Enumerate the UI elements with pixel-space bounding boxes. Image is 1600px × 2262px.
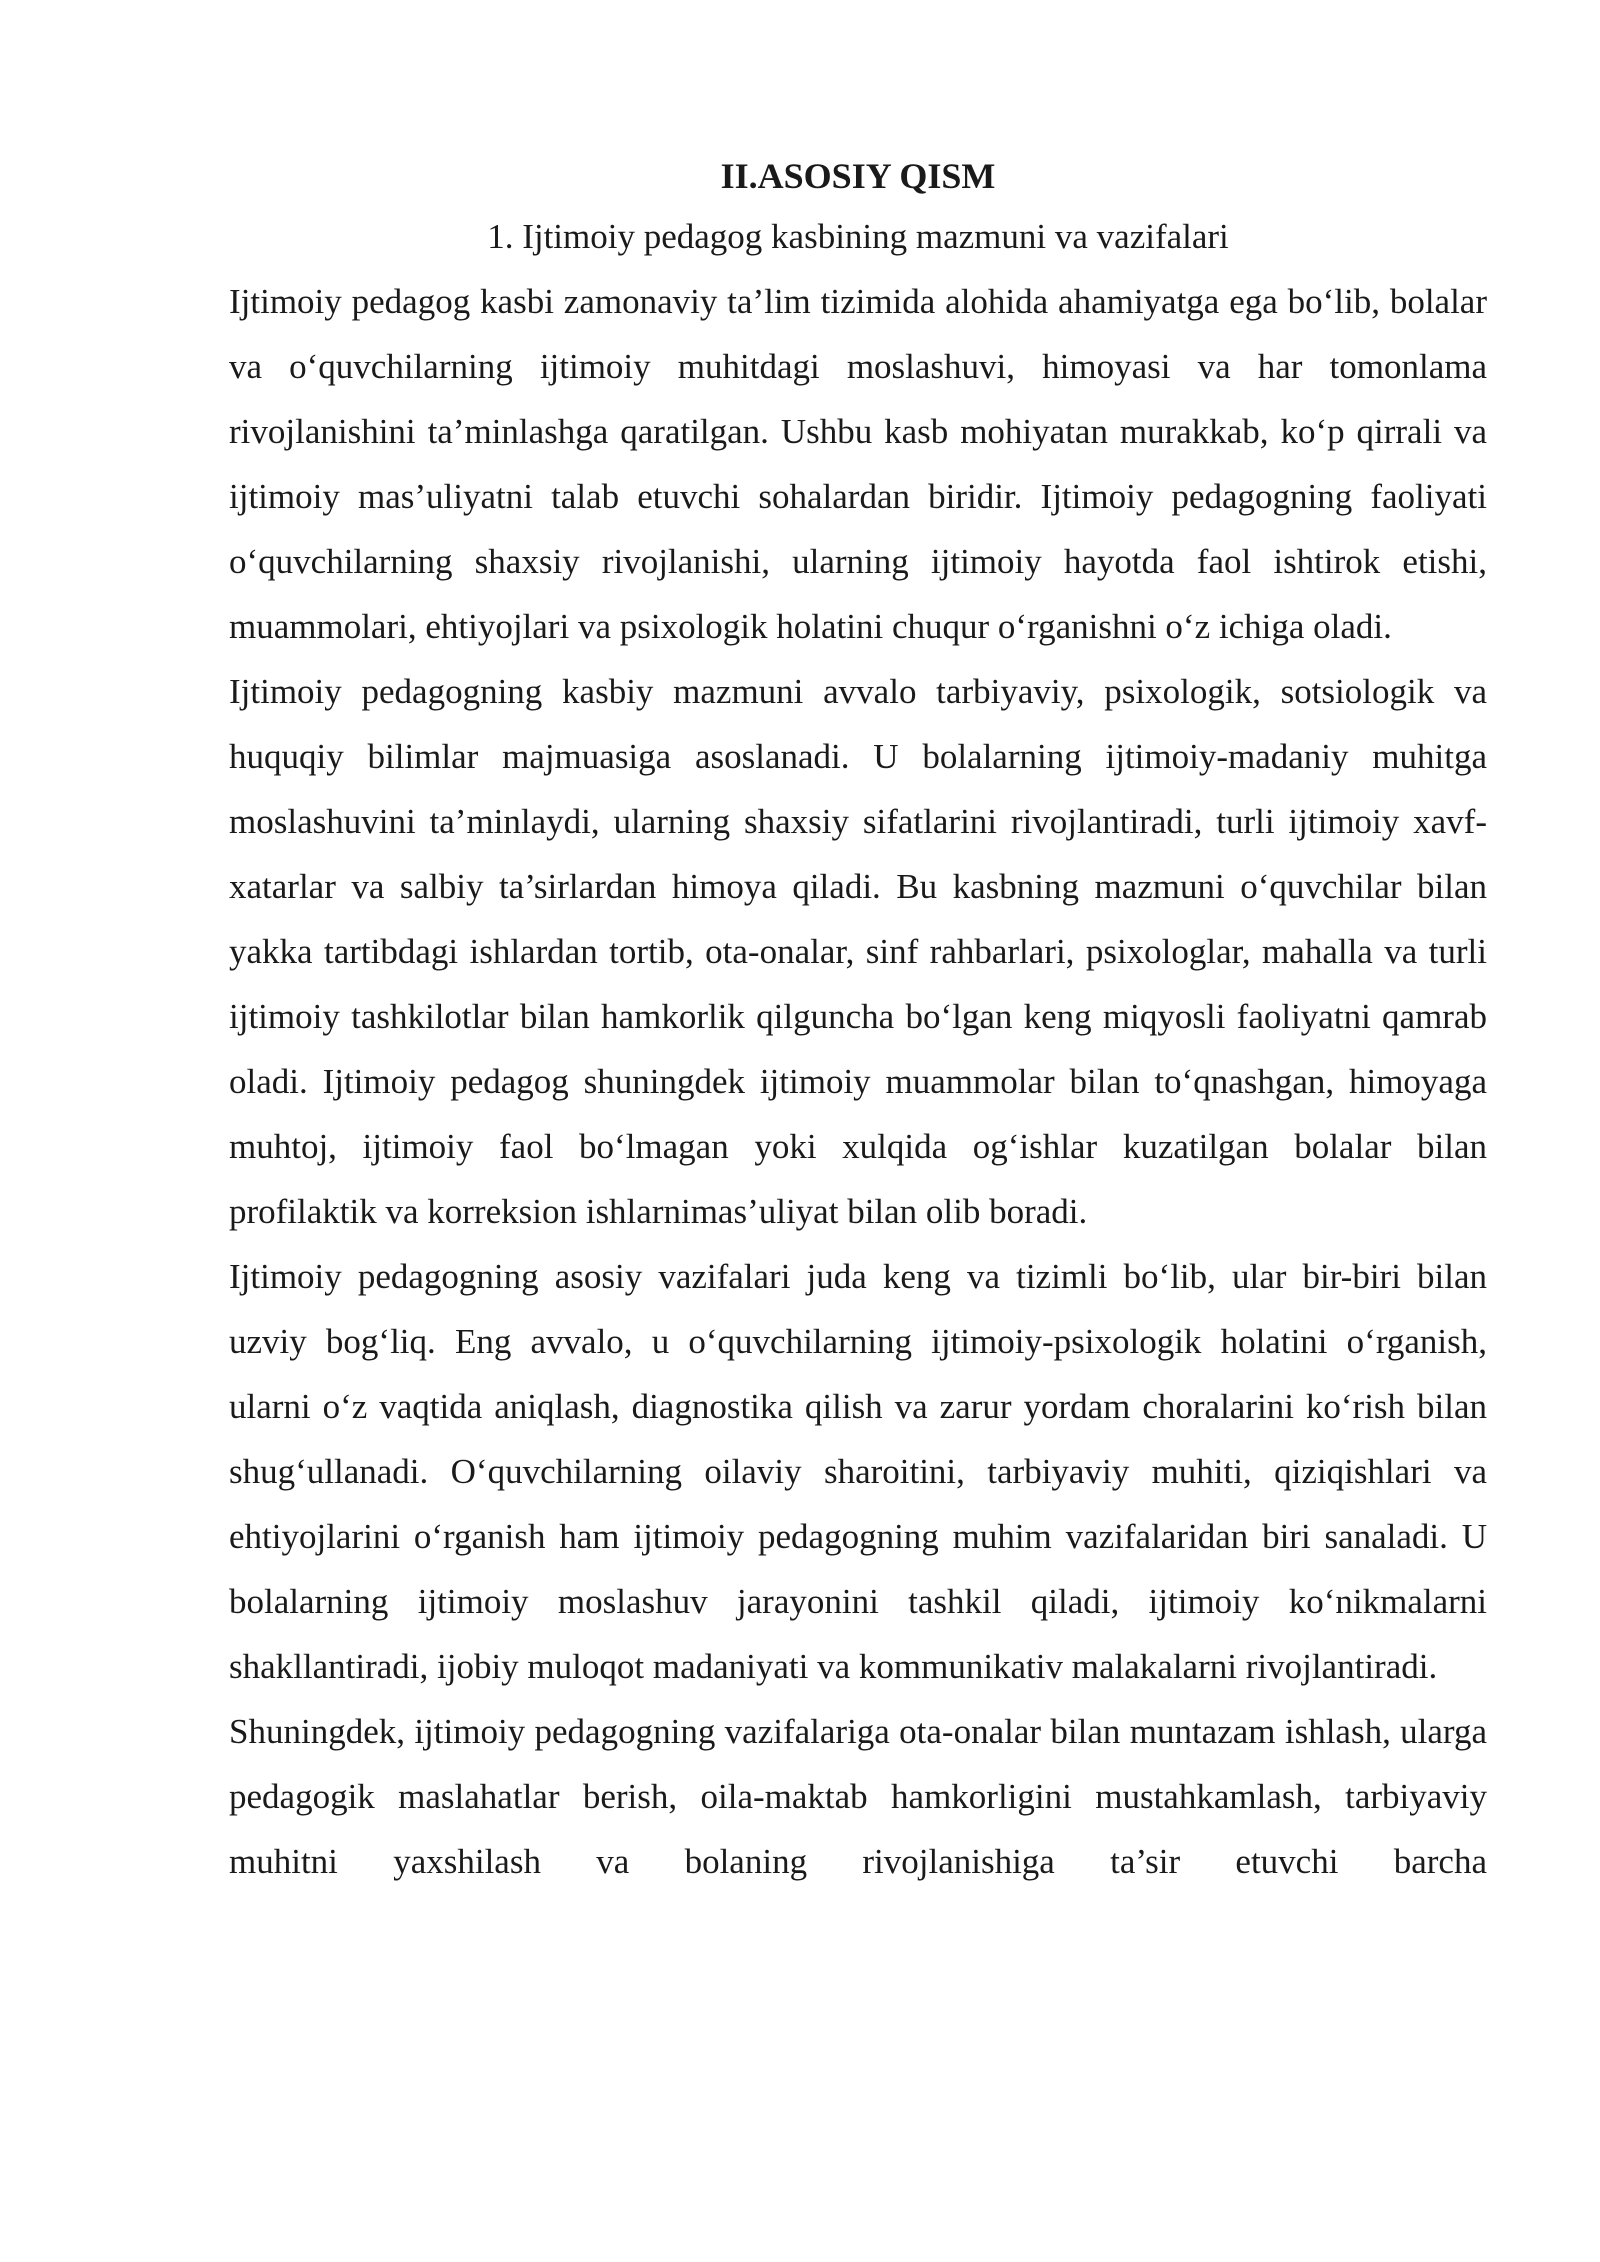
subsection-heading: 1. Ijtimoiy pedagog kasbining mazmuni va vazifalari [487, 217, 1229, 256]
paragraph-3: Ijtimoiy pedagogning asosiy vazifalari juda keng va tizimli bo‘lib, ular bir-biri bilan uzviy bog‘liq. Eng avvalo, u o‘quvchilarning ijtimoiy-psixologik holatini o‘rganish, ularni o‘z vaqtida aniqlash, diagnostika qilish va zarur yordam choralarini ko‘rish bilan shug‘ullanadi. O‘quvchilarning oilaviy sharoitini, tarbiyaviy muhiti, qiziqishlari va ehtiyojlarini o‘rganish ham ijtimoiy pedagogning muhim vazifalaridan biri sanaladi. U bolalarning ijtimoiy moslashuv jarayonini tashkil qiladi, ijtimoiy ko‘nikmalarni shakllantiradi, ijobiy muloqot madaniyati va kommunikativ malakalarni rivojlantiradi. [229, 1257, 1487, 1686]
document-page [229, 148, 1487, 1894]
section-heading: II.ASOSIY QISM [720, 156, 996, 196]
paragraph-2: Ijtimoiy pedagogning kasbiy mazmuni avvalo tarbiyaviy, psixologik, sotsiologik va huquqiy bilimlar majmuasiga asoslanadi. U bolalarning ijtimoiy-madaniy muhitga moslashuvini ta’minlaydi, ularning shaxsiy sifatlarini rivojlantiradi, turli ijtimoiy xavf-xatarlar va salbiy ta’sirlardan himoya qiladi. Bu kasbning mazmuni o‘quvchilar bilan yakka tartibdagi ishlardan tortib, ota-onalar, sinf rahbarlari, psixologlar, mahalla va turli ijtimoiy tashkilotlar bilan hamkorlik qilguncha bo‘lgan keng miqyosli faoliyatni qamrab oladi. Ijtimoiy pedagog shuningdek ijtimoiy muammolar bilan to‘qnashgan, himoyaga muhtoj, ijtimoiy faol bo‘lmagan yoki xulqida og‘ishlar kuzatilgan bolalar bilan profilaktik va korreksion ishlarnimas’uliyat bilan olib boradi. [229, 672, 1487, 1231]
paragraph-1: Ijtimoiy pedagog kasbi zamonaviy ta’lim tizimida alohida ahamiyatga ega bo‘lib, bolalar va o‘quvchilarning ijtimoiy muhitdagi moslashuvi, himoyasi va har tomonlama rivojlanishini ta’minlashga qaratilgan. Ushbu kasb mohiyatan murakkab, ko‘p qirrali va ijtimoiy mas’uliyatni talab etuvchi sohalardan biridir. Ijtimoiy pedagogning faoliyati o‘quvchilarning shaxsiy rivojlanishi, ularning ijtimoiy hayotda faol ishtirok etishi, muammolari, ehtiyojlari va psixologik holatini chuqur o‘rganishni o‘z ichiga oladi. [229, 282, 1487, 646]
paragraph-4: Shuningdek, ijtimoiy pedagogning vazifalariga ota-onalar bilan muntazam ishlash, ularga pedagogik maslahatlar berish, oila-maktab hamkorligini mustahkamlash, tarbiyaviy muhitni yaxshilash va bolaning rivojlanishiga ta’sir etuvchi barcha [229, 1712, 1487, 1881]
